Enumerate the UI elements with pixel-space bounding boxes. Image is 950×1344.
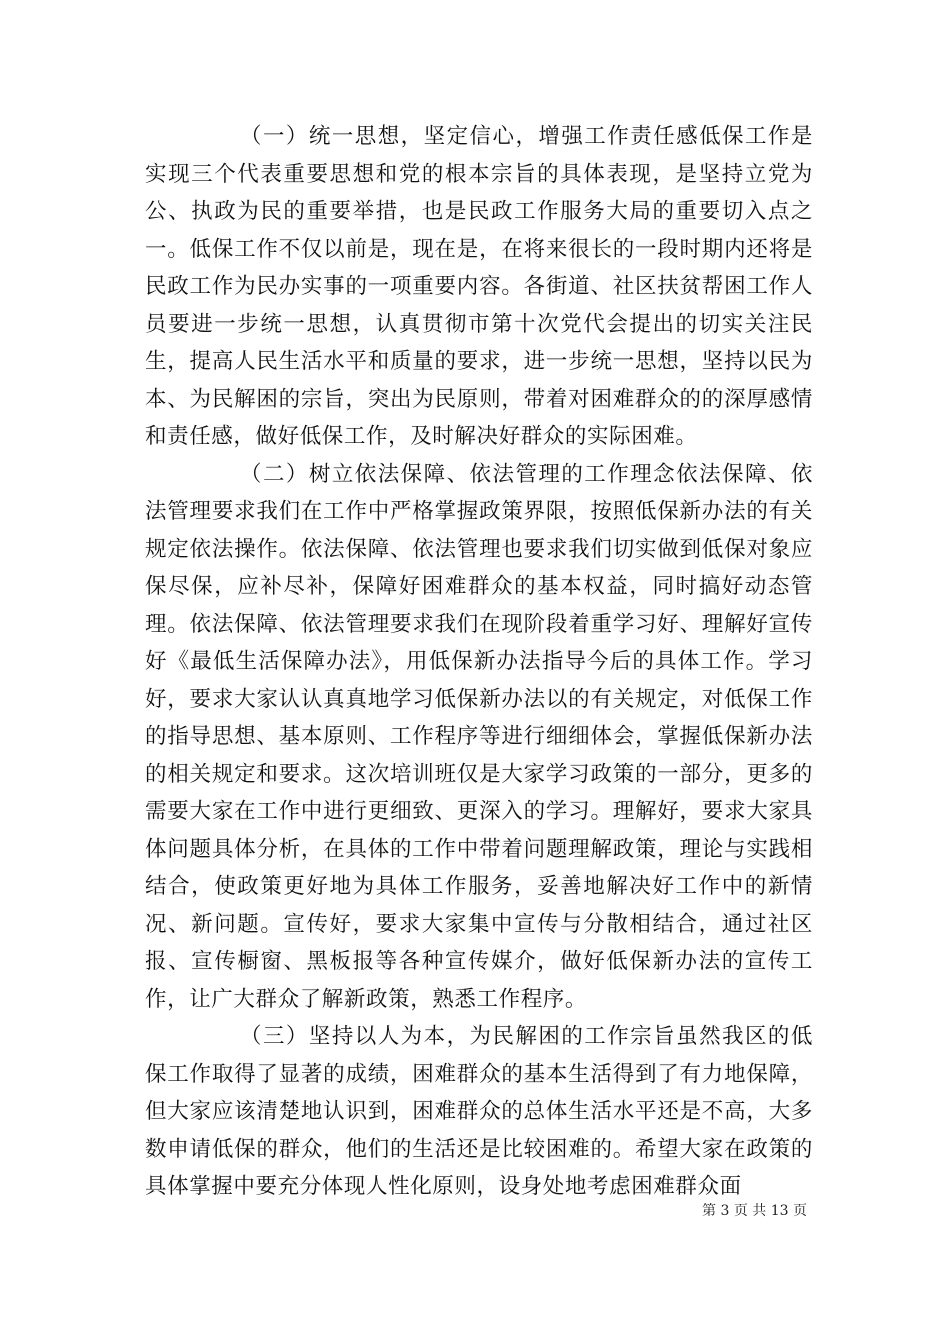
document-body <box>145 118 813 1206</box>
paragraph-2: （二）树立依法保障、依法管理的工作理念依法保障、依法管理要求我们在工作中严格掌握政策界限，按照低保新办法的有关规定依法操作。依法保障、依法管理也要求我们切实做到低保对象应保尽保，应补尽补，保障好困难群众的基本权益，同时搞好动态管理。依法保障、依法管理要求我们在现阶段着重学习好、理解好宣传好《最低生活保障办法》，用低保新办法指导今后的具体工作。学习好，要求大家认认真真地学习低保新办法以的有关规定，对低保工作的指导思想、基本原则、工作程序等进行细细体会，掌握低保新办法的相关规定和要求。这次培训班仅是大家学习政策的一部分，更多的需要大家在工作中进行更细致、更深入的学习。理解好，要求大家具体问题具体分析，在具体的工作中带着问题理解政策，理论与实践相结合，使政策更好地为具体工作服务，妥善地解决好工作中的新情况、新问题。宣传好，要求大家集中宣传与分散相结合，通过社区报、宣传橱窗、黑板报等各种宣传媒介，做好低保新办法的宣传工作，让广大群众了解新政策，熟悉工作程序。 <box>145 461 813 1012</box>
page-number-footer: 第 3 页 共 13 页 <box>702 1203 807 1219</box>
paragraph-3: （三）坚持以人为本，为民解困的工作宗旨虽然我区的低保工作取得了显著的成绩，困难群众的基本生活得到了有力地保障，但大家应该清楚地认识到，困难群众的总体生活水平还是不高，大多数申请低保的群众，他们的生活还是比较困难的。希望大家在政策的具体掌握中要充分体现人性化原则，设身处地考虑困难群众面 <box>145 1024 813 1199</box>
paragraph-1: （一）统一思想，坚定信心，增强工作责任感低保工作是实现三个代表重要思想和党的根本宗旨的具体表现，是坚持立党为公、执政为民的重要举措，也是民政工作服务大局的重要切入点之一。低保工作不仅以前是，现在是，在将来很长的一段时期内还将是民政工作为民办实事的一项重要内容。各街道、社区扶贫帮困工作人员要进一步统一思想，认真贯彻市第十次党代会提出的切实关注民生，提高人民生活水平和质量的要求，进一步统一思想，坚持以民为本、为民解困的宗旨，突出为民原则，带着对困难群众的的深厚感情和责任感，做好低保工作，及时解决好群众的实际困难。 <box>145 124 813 449</box>
